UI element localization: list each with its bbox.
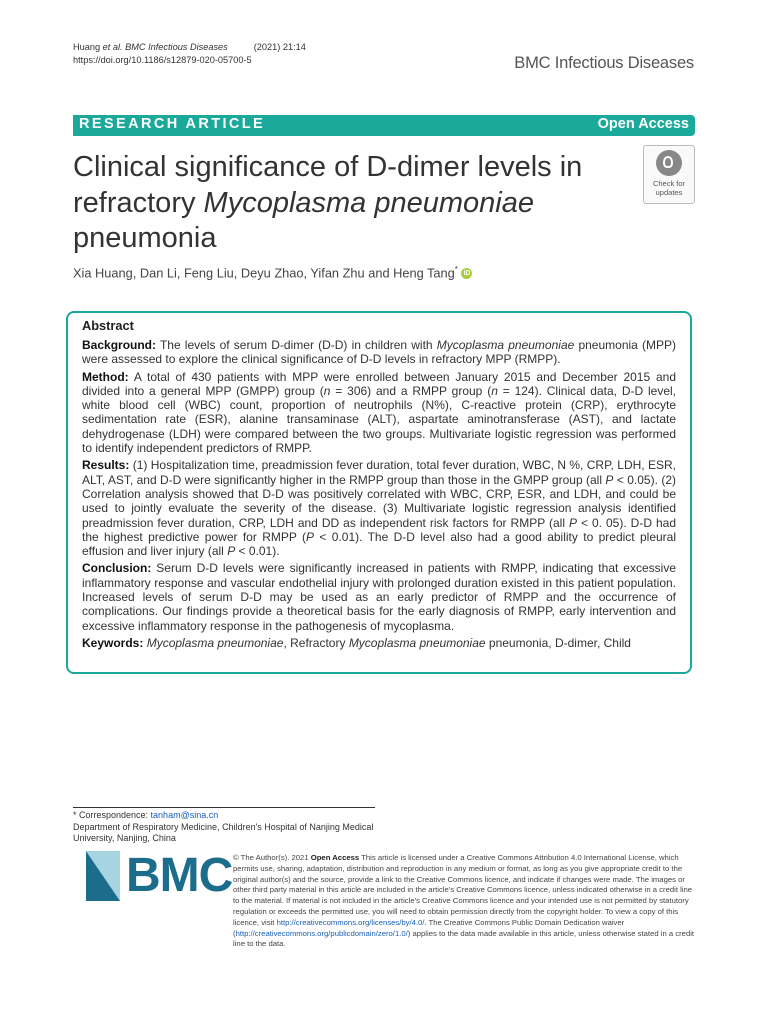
abstract-results: Results: (1) Hospitalization time, preadmission fever duration, total fever duration, WBC, N %, CRP, LDH, ESR, ALT, AST, and D-D were significantly higher in the RMPP group than those in the GMPP group (all P < 0.05). (2) Correlation analysis showed that D-D was positively correlated with WBC, CRP, ESR, and LDH, and could be used to jointly evaluate the severity of the disease. (3) Multivariate logistic regression analysis identified preadmission fever duration, CRP, LDH and DD as independent risk factors for RMPP (all P < 0. 05). D-D had the highest predictive power for RMPP (P < 0.01). The D-D level also had a good ability to predict pleural effusion and liver injury (all P < 0.01). bbox=[82, 458, 677, 559]
abstract-conclusion: Conclusion: Serum D-D levels were significantly increased in patients with RMPP, indicating that excessive inflammatory response and vascular endothelial injury with prolonged duration existed in this patient population. Increased levels of serum D-D may be used as an early predictor of RMPP and the occurrence of complications. Our findings provide a theoretical basis for the early diagnosis of RMPP, early intervention and excessive inflammatory response in the pathogenesis of mycoplasma. bbox=[82, 561, 676, 633]
footnote-divider bbox=[73, 807, 375, 808]
license-link-by[interactable]: http://creativecommons.org/licenses/by/4.0/ bbox=[276, 917, 425, 927]
check-for-updates-label: Check for updates bbox=[652, 179, 686, 197]
article-type: RESEARCH ARTICLE bbox=[79, 116, 266, 132]
author-list: Xia Huang, Dan Li, Feng Liu, Deyu Zhao, Yifan Zhu and Heng Tang* iD bbox=[73, 265, 471, 281]
correspondence-email[interactable]: tanham@sina.cn bbox=[150, 810, 219, 820]
article-type-banner bbox=[73, 115, 695, 136]
correspondence-footnote: * Correspondence: tanham@sina.cn Department of Respiratory Medicine, Children's Hospital of Nanjing Medical University, Nanjing, China bbox=[73, 810, 383, 845]
orcid-icon[interactable]: iD bbox=[463, 270, 471, 278]
journal-name: BMC Infectious Diseases bbox=[514, 54, 694, 72]
affiliation: Department of Respiratory Medicine, Children's Hospital of Nanjing Medical University, Nanjing, China bbox=[73, 821, 374, 843]
doi-link[interactable]: https://doi.org/10.1186/s12879-020-05700-5 bbox=[73, 54, 252, 65]
abstract-method: Method: A total of 430 patients with MPP were enrolled between January 2015 and December 2015 and divided into a general MPP (GMPP) group (n = 306) and a RMPP group (n = 124). Clinical data, D-D level, white blood cell (WBC) count, proportion of neutrophils (N%), C-reactive protein (CRP), erythrocyte sedimentation rate (ESR), alanine transaminase (ALT), aspartate aminotransferase (AST), and lactate dehydrogenase (LDH) were compared between the two groups. Multivariate logistic regression was performed to identify independent predictors of RMPP. bbox=[82, 369, 676, 456]
citation-header bbox=[73, 41, 306, 66]
license-text: © The Author(s). 2021 Open Access This article is licensed under a Creative Commons Attribution 4.0 International License, which permits use, sharing, adaptation, distribution and reproduction in any medium or format, as long as you give appropriate credit to the original author(s) and the source, provide a link to the Creative Commons licence, and indicate if changes were made. The images or other third party material in this article are included in the article's Creative Commons licence, unless indicated otherwise in a credit line to the material. If material is not included in the article's Creative Commons licence and your intended use is not permitted by statutory regulation or exceeds the permitted use, you will need to obtain permission directly from the copyright holder. To view a copy of this licence, visit http://creativecommons.org/licenses/by/4.0/. The Creative Commons Public Domain Dedication waiver (http://creativecommons.org/publicdomain/zero/1.0/) applies to the data made available in this article, unless otherwise stated in a credit line to the data. bbox=[233, 853, 695, 949]
abstract-background: Background: The levels of serum D-dimer (D-D) in children with Mycoplasma pneumoniae pneumonia (MPP) were assessed to explore the clinical significance of D-D levels in refractory MPP (RMPP). bbox=[82, 338, 676, 367]
license-link-zero[interactable]: http://creativecommons.org/publicdomain/zero/1.0/ bbox=[235, 928, 408, 938]
bookmark-icon bbox=[656, 150, 682, 176]
abstract-keywords: Keywords: Mycoplasma pneumoniae, Refractory Mycoplasma pneumoniae pneumonia, D-dimer, Child bbox=[82, 635, 631, 650]
citation-authors: Huang bbox=[73, 42, 103, 52]
citation-year: (2021) 21:14 bbox=[253, 42, 306, 52]
citation-journal: et al. BMC Infectious Diseases bbox=[102, 42, 228, 52]
open-access-label: Open Access bbox=[597, 116, 689, 132]
bmc-logo bbox=[86, 849, 233, 902]
abstract-box bbox=[66, 311, 692, 674]
article-title: Clinical significance of D-dimer levels in refractory Mycoplasma pneumoniae pneumonia bbox=[73, 151, 583, 254]
abstract-heading: Abstract bbox=[82, 318, 134, 333]
corresponding-mark: * bbox=[454, 265, 458, 274]
bmc-logo-text: BMC bbox=[126, 849, 233, 902]
bmc-logo-mark bbox=[86, 851, 120, 901]
check-for-updates-button[interactable] bbox=[643, 145, 695, 204]
